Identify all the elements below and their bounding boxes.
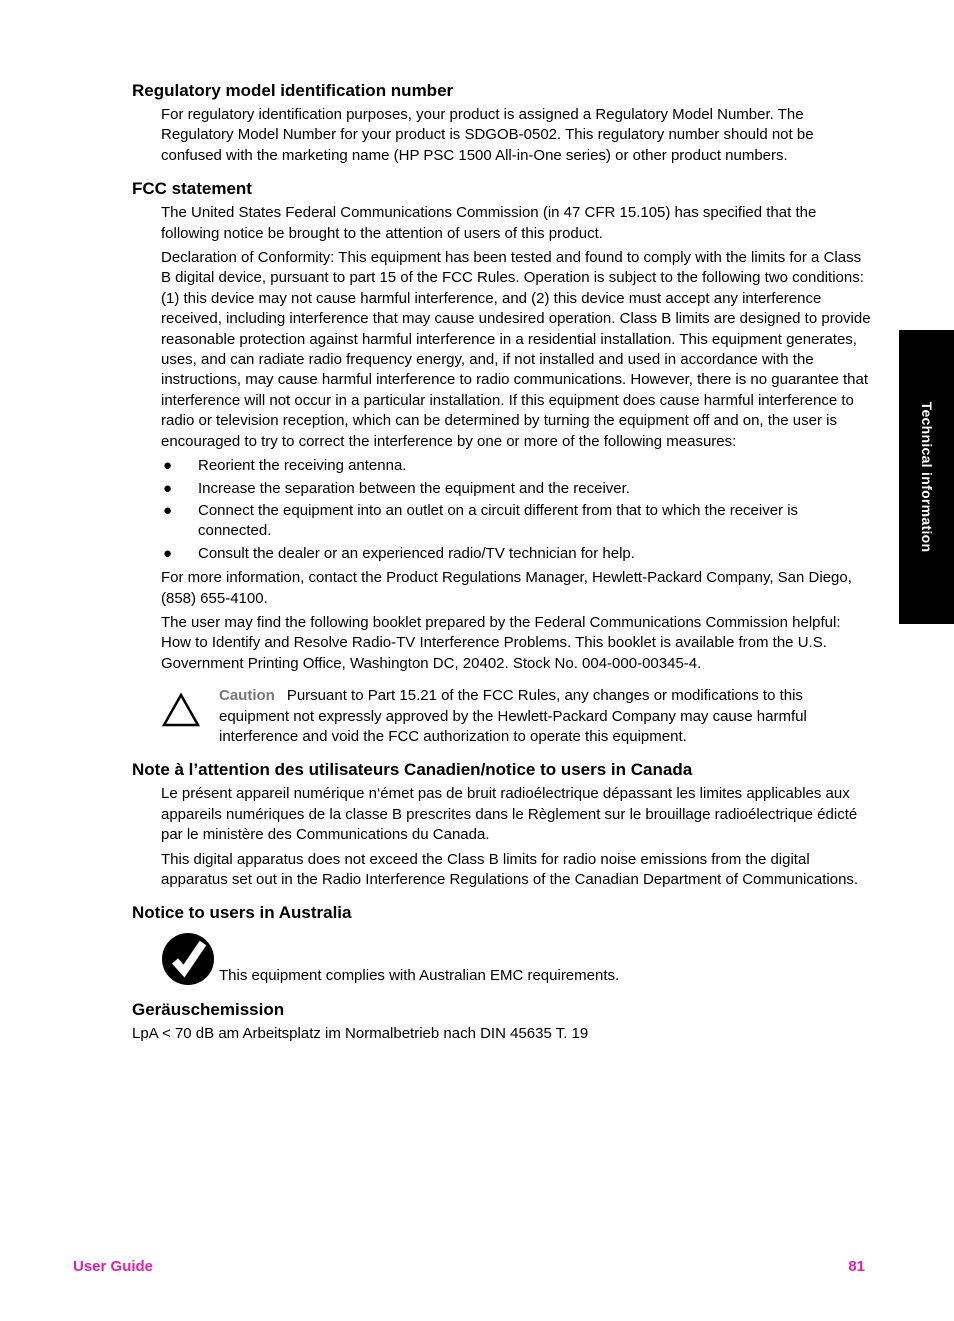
- caution-triangle-icon: [161, 686, 219, 747]
- footer-guide-title: User Guide: [73, 1258, 154, 1275]
- fcc-section: [132, 178, 872, 747]
- australia-heading: Notice to users in Australia: [132, 903, 352, 923]
- list-item: [161, 501, 872, 542]
- list-item-text: Connect the equipment into an outlet on a circuit different from that to which the receiver is connected.: [198, 501, 799, 540]
- canada-paragraph-fr: Le présent appareil numérique n‘émet pas de bruit radioélectrique dépassant les limites applicables aux appareils numériques de la classe B prescrites dans le Règlement sur le brouillage radioélectrique édicté par le ministère des Communications du Canada.: [161, 785, 858, 844]
- fcc-heading: FCC statement: [132, 179, 252, 199]
- caution-text: Pursuant to Part 15.21 of the FCC Rules, any changes or modifications to this equipment not expressly approved by the Hewlett-Packard Company may cause harmful interference and void the FCC authorization to operate this equipment.: [219, 687, 807, 745]
- regulatory-paragraph: For regulatory identification purposes, your product is assigned a Regulatory Model Number. The Regulatory Model Number for your product is SDGOB-0502. This regulatory number should not be confused with the marketing name (HP PSC 1500 All-in-One series) or other product numbers.: [161, 106, 814, 164]
- list-item-text: Consult the dealer or an experienced radio/TV technician for help.: [198, 544, 635, 562]
- list-item-text: Reorient the receiving antenna.: [198, 457, 407, 475]
- australia-body: [161, 931, 872, 987]
- canada-paragraph-en: This digital apparatus does not exceed the Class B limits for radio noise emissions from the digital apparatus set out in the Radio Interference Regulations of the Canadian Department of Communications.: [161, 850, 859, 888]
- noise-section: [132, 999, 872, 1044]
- caution-note: [161, 686, 872, 747]
- canada-heading: Note à l’attention des utilisateurs Canadien/notice to users in Canada: [132, 760, 693, 780]
- noise-heading: Geräuschemission: [132, 1000, 285, 1020]
- caution-label: Caution: [219, 687, 275, 705]
- regulatory-heading: Regulatory model identification number: [132, 81, 454, 100]
- australia-text: This equipment complies with Australian EMC requirements.: [219, 967, 620, 985]
- fcc-paragraph-4: The user may find the following booklet prepared by the Federal Communications Commission helpful: How to Identify and Resolve Radio-TV Interference Problems. This booklet is available from the U.S. Government Printing Office, Washington DC, 20402. Stock No. 004-000-00345-4.: [161, 613, 841, 672]
- bullet-icon: ●: [163, 479, 173, 497]
- side-tab-label: Technical information: [918, 401, 935, 553]
- noise-text: LpA < 70 dB am Arbeitsplatz im Normalbetrieb nach DIN 45635 T. 19: [132, 1025, 589, 1043]
- bullet-icon: ●: [163, 544, 173, 562]
- list-item: [161, 479, 872, 499]
- list-item: [161, 544, 872, 564]
- canada-body: [161, 784, 872, 890]
- fcc-paragraph-3: For more information, contact the Product Regulations Manager, Hewlett-Packard Company, San Diego, (858) 655-4100.: [161, 569, 852, 607]
- fcc-measures-list: [161, 456, 872, 564]
- fcc-paragraph-2: Declaration of Conformity: This equipment has been tested and found to comply with the limits for a Class B digital device, pursuant to part 15 of the FCC Rules. Operation is subject to the following two conditions: (1) this device may not cause harmful interference, and (2) this device must accept any interference received, including interference that may cause undesired operation. Class B limits are designed to provide reasonable protection against harmful interference in a residential installation. This equipment generates, uses, and can radiate radio frequency energy, and, if not installed and used in accordance with the instructions, may cause harmful interference to radio communications. However, there is no guarantee that interference will not occur in a particular installation. If this equipment does cause harmful interference to radio or television reception, which can be determined by turning the equipment off and on, the user is encouraged to try to correct the interference by one or more of the following measures:: [161, 249, 871, 450]
- fcc-body: [161, 203, 872, 747]
- list-item: [161, 456, 872, 476]
- bullet-icon: ●: [163, 457, 173, 475]
- fcc-paragraph-1: The United States Federal Communications Commission (in 47 CFR 15.105) has specified that the following notice be brought to the attention of users of this product.: [161, 204, 817, 242]
- australia-section: [132, 902, 872, 987]
- side-tab: [899, 330, 954, 624]
- footer-page-number: 81: [848, 1258, 865, 1275]
- c-tick-mark-icon: [161, 931, 217, 987]
- canada-section: [132, 759, 872, 890]
- page-content: [132, 80, 872, 1057]
- regulatory-section: [132, 80, 872, 166]
- caution-body: [219, 686, 872, 747]
- list-item-text: Increase the separation between the equipment and the receiver.: [198, 479, 630, 497]
- bullet-icon: ●: [163, 501, 173, 519]
- regulatory-body: [161, 105, 872, 166]
